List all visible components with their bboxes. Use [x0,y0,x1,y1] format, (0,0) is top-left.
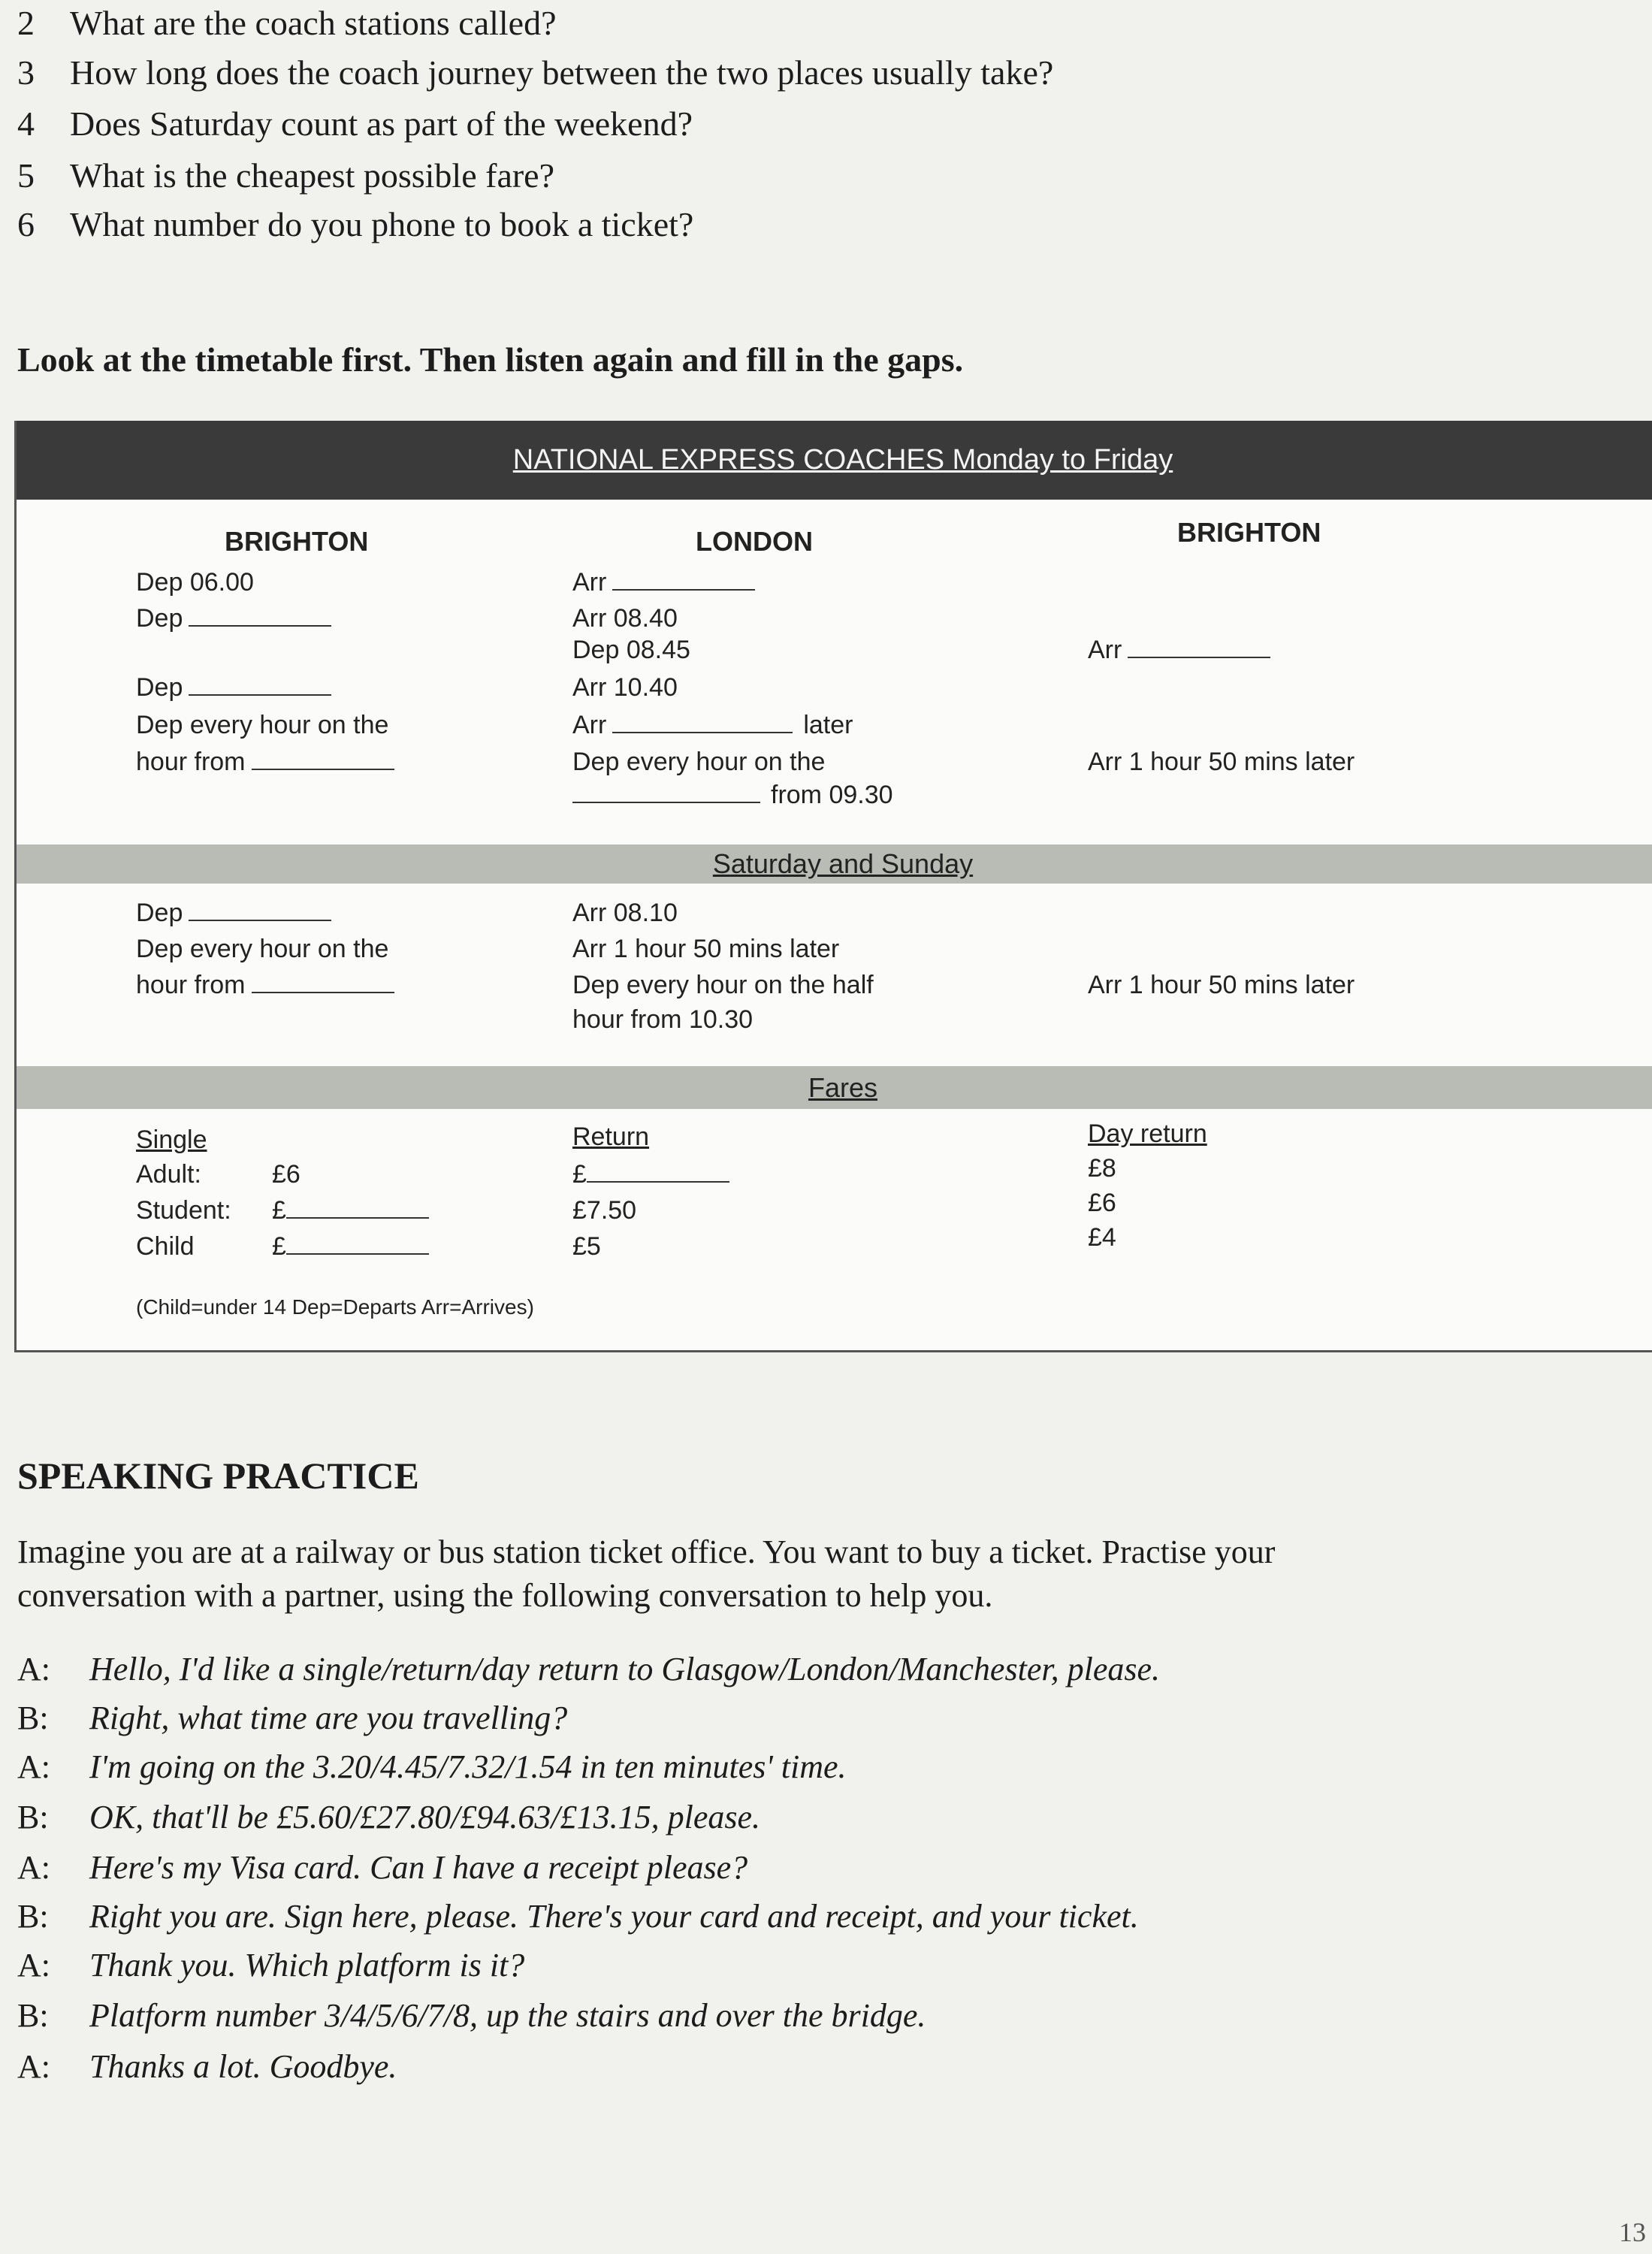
weekend-title: Saturday and Sunday [712,848,974,879]
speaker: A: [17,1651,50,1687]
speaker: B: [17,1799,49,1836]
line-text: I'm going on the 3.20/4.45/7.32/1.54 in ten minutes' time. [89,1748,847,1785]
weekend-bar [17,844,1652,884]
cell: Arr 10.40 [572,673,678,702]
gap-blank[interactable] [189,675,331,696]
question-number: 2 [17,4,35,42]
cell-text: Arr [572,711,607,739]
gap-blank[interactable] [252,749,394,770]
cell: Dep 06.00 [136,568,254,597]
line-text: Here's my Visa card. Can I have a receipt please? [89,1849,748,1886]
cell: Arr 1 hour 50 mins later [1088,748,1355,776]
fare-value: £5 [572,1232,601,1261]
cell-text: later [803,711,853,739]
question-6 [17,204,693,244]
dialogue-line [17,1748,847,1786]
fare-header-return: Return [572,1122,650,1151]
fare-header-single: Single [136,1125,207,1154]
gap-blank[interactable] [252,972,394,993]
cell: Dep every hour on the [136,711,389,739]
timetable-title-bar [17,421,1652,500]
cell [136,899,331,928]
speaker: B: [17,1997,49,2034]
gap-blank[interactable] [572,782,760,803]
cell-text: Dep [136,604,183,633]
fare-value: £4 [1088,1223,1116,1252]
header-brighton-return: BRIGHTON [1177,517,1321,548]
cell-text: £ [272,1196,286,1225]
question-number: 4 [17,104,35,143]
fare-label-student: Student: [136,1196,231,1225]
question-text: What are the coach stations called? [70,4,557,42]
gap-blank[interactable] [286,1234,429,1255]
cell: Arr 1 hour 50 mins later [572,935,840,963]
question-text: Does Saturday count as part of the weekend? [70,104,693,143]
question-2 [17,3,557,43]
speaker: A: [17,2048,50,2085]
question-number: 6 [17,205,35,243]
dialogue-line [17,1996,926,2035]
gap-blank[interactable] [612,570,755,591]
cell-text: Arr [572,568,607,597]
cell [572,711,853,740]
line-text: OK, that'll be £5.60/£27.80/£94.63/£13.15, please. [89,1799,761,1836]
fare-value [272,1196,429,1225]
cell [1088,636,1270,665]
cell-text: hour from [136,748,246,776]
instruction: Look at the timetable first. Then listen again and fill in the gaps. [17,340,964,379]
question-text: What is the cheapest possible fare? [70,156,555,195]
cell-text: hour from [136,971,246,999]
fares-title: Fares [808,1072,878,1103]
cell-text: from 09.30 [771,781,893,809]
dialogue-line [17,1848,747,1887]
cell [136,604,331,633]
cell [572,568,755,597]
cell: hour from 10.30 [572,1005,754,1034]
fare-value [272,1232,429,1261]
speaker: A: [17,1947,50,1984]
header-brighton: BRIGHTON [225,526,369,557]
cell [136,748,394,777]
cell: Arr 1 hour 50 mins later [1088,971,1355,999]
speaker: A: [17,1748,50,1785]
gap-blank[interactable] [189,606,331,627]
dialogue-line [17,1650,1160,1688]
cell-text: £ [572,1160,587,1189]
page-number: 13 [1619,2217,1646,2247]
cell: Dep 08.45 [572,636,690,664]
question-number: 3 [17,53,35,92]
cell: Dep every hour on the [136,935,389,963]
fare-value: £6 [1088,1189,1116,1217]
fare-value [572,1160,729,1189]
line-text: Platform number 3/4/5/6/7/8, up the stairs and over the bridge. [89,1997,926,2034]
dialogue-line [17,1798,760,1836]
cell-text: Dep [136,899,183,927]
fare-label-child: Child [136,1232,195,1261]
cell-text: Arr [1088,636,1122,664]
fare-header-day-return: Day return [1088,1119,1207,1148]
paragraph-line: conversation with a partner, using the following conversation to help you. [17,1577,993,1614]
gap-blank[interactable] [587,1162,729,1183]
dialogue-line [17,1946,524,1984]
paragraph-line: Imagine you are at a railway or bus station ticket office. You want to buy a ticket. Practise your [17,1533,1276,1570]
question-text: What number do you phone to book a ticket? [70,205,694,243]
cell: Dep every hour on the half [572,971,874,999]
speaker: B: [17,1700,49,1736]
line-text: Thanks a lot. Goodbye. [89,2048,397,2085]
line-text: Right, what time are you travelling? [89,1700,568,1736]
speaker: A: [17,1849,50,1886]
cell: Arr 08.10 [572,899,678,927]
line-text: Hello, I'd like a single/return/day return to Glasgow/London/Manchester, please. [89,1651,1160,1687]
gap-blank[interactable] [1128,637,1270,658]
header-london: LONDON [696,526,813,557]
question-4 [17,104,693,144]
cell [572,781,893,810]
gap-blank[interactable] [612,712,793,733]
fare-value: £8 [1088,1154,1116,1183]
timetable-title: NATIONAL EXPRESS COACHES Monday to Friday [512,444,1173,476]
cell: Dep every hour on the [572,748,826,776]
fare-value: £7.50 [572,1196,637,1225]
fare-value: £6 [272,1160,301,1189]
question-text: How long does the coach journey between the two places usually take? [70,53,1054,92]
gap-blank[interactable] [286,1198,429,1219]
question-number: 5 [17,156,35,195]
dialogue-line [17,1897,1139,1935]
gap-blank[interactable] [189,900,331,921]
cell [136,673,331,702]
cell: Arr 08.40 [572,604,678,633]
dialogue-line [17,2047,397,2086]
line-text: Thank you. Which platform is it? [89,1947,525,1984]
fare-label-adult: Adult: [136,1160,201,1189]
cell-text: Dep [136,673,183,702]
line-text: Right you are. Sign here, please. There's your card and receipt, and your ticket. [89,1898,1139,1935]
dialogue-line [17,1699,567,1737]
question-3 [17,53,1053,92]
speaker: B: [17,1898,49,1935]
cell-text: £ [272,1232,286,1261]
fares-bar [17,1066,1652,1109]
section-heading: SPEAKING PRACTICE [17,1455,419,1497]
cell [136,971,394,1000]
question-5 [17,156,554,195]
timetable [14,421,1652,1352]
footnote: (Child=under 14 Dep=Departs Arr=Arrives) [136,1295,534,1319]
